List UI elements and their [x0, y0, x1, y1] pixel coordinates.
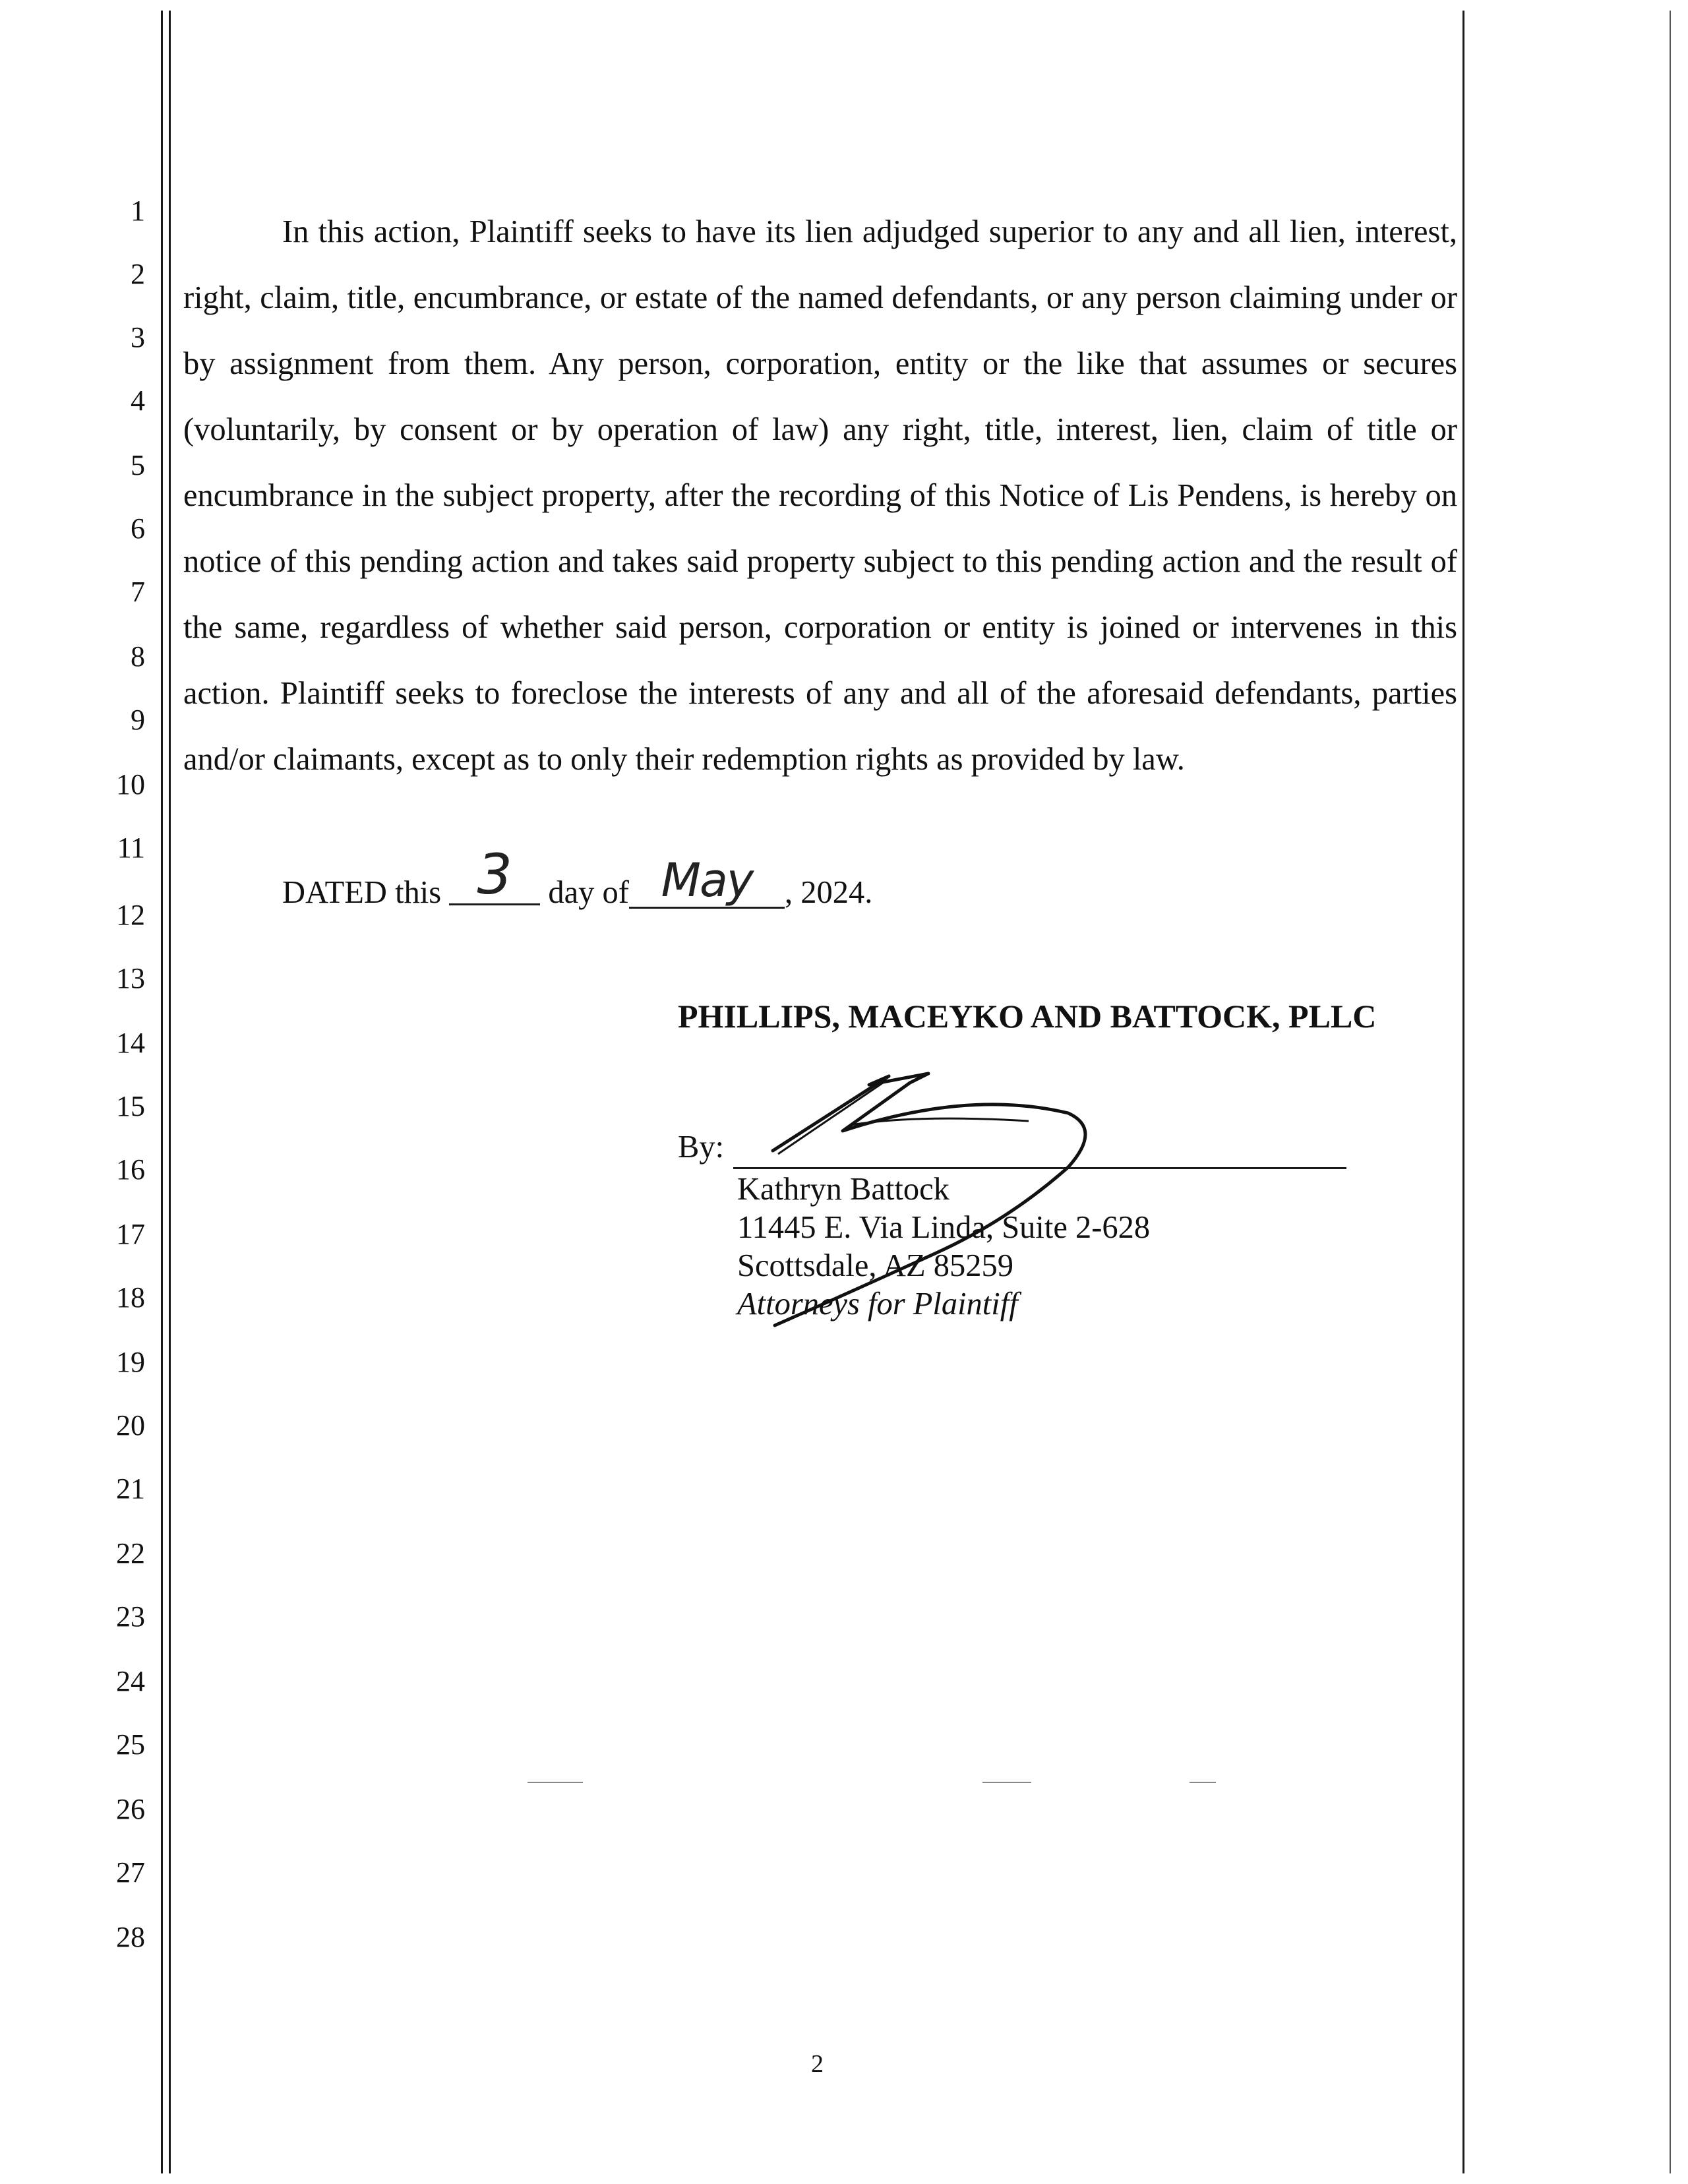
line-number: 23 [116, 1600, 145, 1633]
month-blank [629, 853, 785, 909]
signer-name: Kathryn Battock [737, 1172, 950, 1207]
dated-line [282, 842, 873, 914]
line-number: 27 [116, 1856, 145, 1889]
line-number: 8 [131, 640, 145, 673]
day-blank [449, 842, 540, 907]
dated-prefix: DATED this [282, 875, 442, 910]
line-number: 20 [116, 1409, 145, 1441]
right-margin-rule [1462, 11, 1464, 2173]
handwritten-month: May [661, 853, 753, 907]
line-number: 11 [117, 832, 145, 864]
line-number: 17 [116, 1218, 145, 1250]
paragraph-rest: interest, right, claim, title, encumbrance, or estate of the named defendants, or any person claiming under or by assignment from them. Any person, corporation, entity or the like that assumes or secures (voluntarily, by consent or by operation of law) any right, title, interest, lien, claim of title or encumbrance in the subject property, after the recording of this Notice of Lis Pendens, is hereby on notice of this pending action and takes said property subject to this pending action and the result of the same, regardless of whether said person, corporation or entity is joined or intervenes in this action. Plaintiff seeks to foreclose the interests of any and all of the aforesaid defendants, parties and/or claimants, except as to only their redemption rights as provided by law. [183, 214, 1457, 777]
attorney-role: Attorneys for Plaintiff [737, 1287, 1018, 1321]
line-number: 22 [116, 1537, 145, 1569]
by-label: By: [678, 1130, 725, 1165]
page-number: 2 [811, 2050, 824, 2078]
dated-middle: day of [548, 875, 629, 910]
line-number: 24 [116, 1665, 145, 1697]
line-number: 2 [131, 258, 145, 290]
signature-line [733, 1167, 1346, 1169]
line-number: 1 [131, 195, 145, 227]
line-number: 19 [116, 1346, 145, 1378]
line-number: 7 [131, 576, 145, 608]
line-number: 16 [116, 1153, 145, 1186]
line-number: 26 [116, 1793, 145, 1825]
line-number: 9 [131, 704, 145, 736]
line-number: 25 [116, 1728, 145, 1761]
line-number: 15 [116, 1090, 145, 1122]
line-number: 18 [116, 1281, 145, 1314]
scan-speck [1190, 1782, 1216, 1783]
line-number: 13 [116, 962, 145, 994]
firm-name: PHILLIPS, MACEYKO AND BATTOCK, PLLC [678, 998, 1377, 1035]
address-line-1: 11445 E. Via Linda, Suite 2-628 [737, 1210, 1151, 1245]
scan-speck [528, 1782, 583, 1783]
line-number: 12 [116, 899, 145, 931]
body-paragraph [183, 199, 1457, 793]
line-number: 6 [131, 512, 145, 545]
line-number: 28 [116, 1921, 145, 1953]
line-number: 4 [131, 384, 145, 417]
dated-suffix: , 2024. [784, 875, 873, 910]
handwritten-day: 3 [477, 842, 512, 907]
line-number: 10 [116, 768, 145, 801]
line-number: 14 [116, 1027, 145, 1059]
page-edge-rule [1670, 11, 1671, 2173]
left-margin-rule-inner [169, 11, 171, 2173]
address-line-2: Scottsdale, AZ 85259 [737, 1248, 1013, 1283]
line-number: 21 [116, 1472, 145, 1505]
left-margin-rule-outer [161, 11, 163, 2173]
line-number: 5 [131, 449, 145, 481]
scan-speck [982, 1782, 1031, 1783]
paragraph-first-line: In this action, Plaintiff seeks to have its lien adjudged superior to any and all lien, [282, 214, 1346, 249]
line-number: 3 [131, 321, 145, 353]
